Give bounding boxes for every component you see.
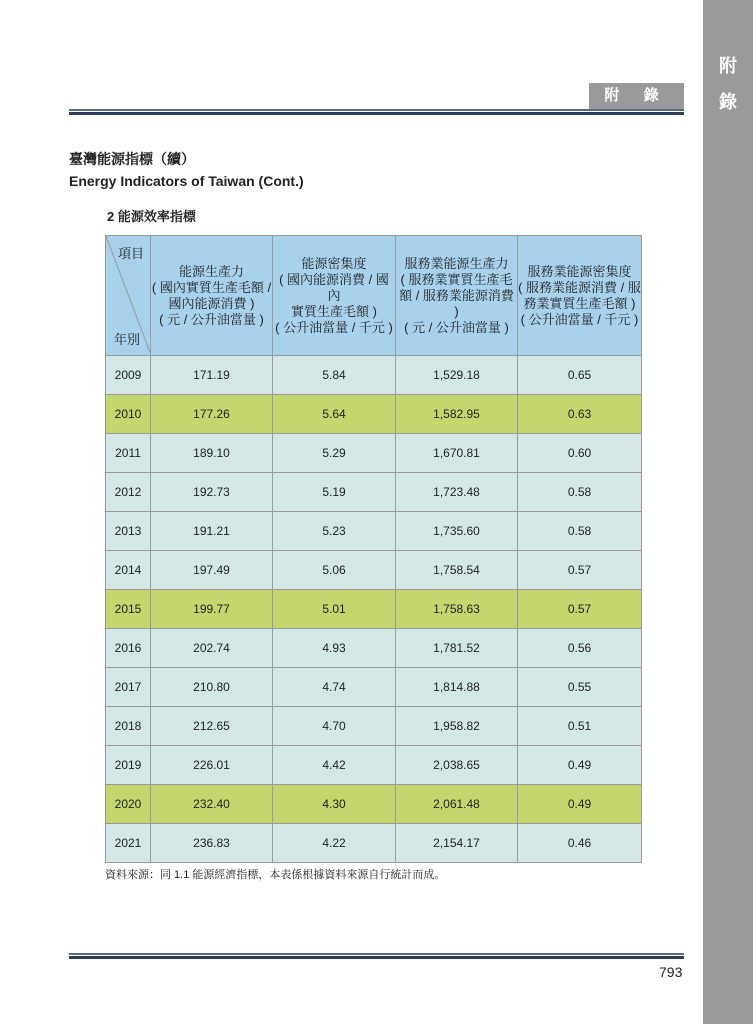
value-cell: 5.64 xyxy=(273,395,396,434)
value-cell: 236.83 xyxy=(151,824,273,863)
section-heading: 2 能源效率指標 xyxy=(107,209,196,224)
value-cell: 199.77 xyxy=(151,590,273,629)
year-cell: 2017 xyxy=(106,668,151,707)
value-cell: 4.42 xyxy=(273,746,396,785)
value-cell: 177.26 xyxy=(151,395,273,434)
table-row xyxy=(106,551,642,590)
column-header-energy-intensity: 能源密集度 ( 國內能源消費 / 國內 實質生產毛額 ) ( 公升油當量 / 千元 ) xyxy=(273,236,396,356)
value-cell: 1,529.18 xyxy=(396,356,518,395)
year-cell: 2018 xyxy=(106,707,151,746)
value-cell: 1,758.54 xyxy=(396,551,518,590)
table-row xyxy=(106,590,642,629)
value-cell: 212.65 xyxy=(151,707,273,746)
year-cell: 2015 xyxy=(106,590,151,629)
value-cell: 232.40 xyxy=(151,785,273,824)
table-row xyxy=(106,512,642,551)
value-cell: 2,038.65 xyxy=(396,746,518,785)
year-cell: 2010 xyxy=(106,395,151,434)
year-cell: 2016 xyxy=(106,629,151,668)
value-cell: 5.29 xyxy=(273,434,396,473)
year-cell: 2009 xyxy=(106,356,151,395)
side-tab-char-2: 錄 xyxy=(719,92,737,112)
year-cell: 2021 xyxy=(106,824,151,863)
value-cell: 1,670.81 xyxy=(396,434,518,473)
footer-rule-thick xyxy=(69,956,684,959)
year-cell: 2020 xyxy=(106,785,151,824)
value-cell: 4.22 xyxy=(273,824,396,863)
column-header-service-intensity: 服務業能源密集度 ( 服務業能源消費 / 服 務業實質生產毛額 ) ( 公升油當量 / 千元 ) xyxy=(518,236,642,356)
value-cell: 5.84 xyxy=(273,356,396,395)
value-cell: 202.74 xyxy=(151,629,273,668)
value-cell: 0.49 xyxy=(518,785,642,824)
value-cell: 1,781.52 xyxy=(396,629,518,668)
value-cell: 1,758.63 xyxy=(396,590,518,629)
value-cell: 226.01 xyxy=(151,746,273,785)
value-cell: 0.57 xyxy=(518,551,642,590)
side-tab-char-1: 附 xyxy=(719,56,737,76)
value-cell: 0.56 xyxy=(518,629,642,668)
page-number: 793 xyxy=(659,964,683,980)
value-cell: 2,061.48 xyxy=(396,785,518,824)
header-label: 附 錄 xyxy=(589,83,684,109)
value-cell: 1,735.60 xyxy=(396,512,518,551)
year-cell: 2012 xyxy=(106,473,151,512)
value-cell: 4.30 xyxy=(273,785,396,824)
value-cell: 5.06 xyxy=(273,551,396,590)
value-cell: 0.65 xyxy=(518,356,642,395)
value-cell: 1,958.82 xyxy=(396,707,518,746)
value-cell: 5.19 xyxy=(273,473,396,512)
table-row xyxy=(106,434,642,473)
value-cell: 0.60 xyxy=(518,434,642,473)
table-row xyxy=(106,473,642,512)
title-chinese: 臺灣能源指標（續） xyxy=(69,151,195,167)
table-row xyxy=(106,629,642,668)
value-cell: 210.80 xyxy=(151,668,273,707)
value-cell: 197.49 xyxy=(151,551,273,590)
value-cell: 0.55 xyxy=(518,668,642,707)
value-cell: 0.58 xyxy=(518,473,642,512)
table-row xyxy=(106,707,642,746)
appendix-side-tab xyxy=(703,0,753,1024)
table-row xyxy=(106,785,642,824)
value-cell: 1,814.88 xyxy=(396,668,518,707)
table-header-row xyxy=(106,236,642,356)
corner-label-year: 年別 xyxy=(114,332,141,347)
corner-label-item: 項目 xyxy=(118,246,145,261)
table-row xyxy=(106,356,642,395)
value-cell: 4.70 xyxy=(273,707,396,746)
value-cell: 5.23 xyxy=(273,512,396,551)
value-cell: 0.57 xyxy=(518,590,642,629)
value-cell: 171.19 xyxy=(151,356,273,395)
value-cell: 1,723.48 xyxy=(396,473,518,512)
year-cell: 2014 xyxy=(106,551,151,590)
header-rule-thin xyxy=(69,109,684,111)
value-cell: 191.21 xyxy=(151,512,273,551)
year-cell: 2019 xyxy=(106,746,151,785)
value-cell: 1,582.95 xyxy=(396,395,518,434)
value-cell: 0.46 xyxy=(518,824,642,863)
value-cell: 2,154.17 xyxy=(396,824,518,863)
year-cell: 2011 xyxy=(106,434,151,473)
value-cell: 4.93 xyxy=(273,629,396,668)
value-cell: 189.10 xyxy=(151,434,273,473)
column-header-service-productivity: 服務業能源生產力 ( 服務業實質生產毛 額 / 服務業能源消費 ) ( 元 / 公升油當量 ) xyxy=(396,236,518,356)
value-cell: 5.01 xyxy=(273,590,396,629)
value-cell: 4.74 xyxy=(273,668,396,707)
table-body xyxy=(106,356,642,863)
value-cell: 192.73 xyxy=(151,473,273,512)
table-row xyxy=(106,746,642,785)
footer-rule-thin xyxy=(69,953,684,955)
value-cell: 0.51 xyxy=(518,707,642,746)
energy-efficiency-table xyxy=(105,235,642,863)
source-note: 資料來源：同 1.1 能源經濟指標，本表係根據資料來源自行統計而成。 xyxy=(105,869,446,881)
value-cell: 0.49 xyxy=(518,746,642,785)
value-cell: 0.58 xyxy=(518,512,642,551)
column-header-energy-productivity: 能源生產力 ( 國內實質生產毛額 / 國內能源消費 ) ( 元 / 公升油當量 ) xyxy=(151,236,273,356)
table-row xyxy=(106,395,642,434)
year-cell: 2013 xyxy=(106,512,151,551)
table-row xyxy=(106,668,642,707)
header-rule-thick xyxy=(69,112,684,115)
table-row xyxy=(106,824,642,863)
title-english: Energy Indicators of Taiwan (Cont.) xyxy=(69,173,304,189)
value-cell: 0.63 xyxy=(518,395,642,434)
corner-header xyxy=(106,236,151,356)
